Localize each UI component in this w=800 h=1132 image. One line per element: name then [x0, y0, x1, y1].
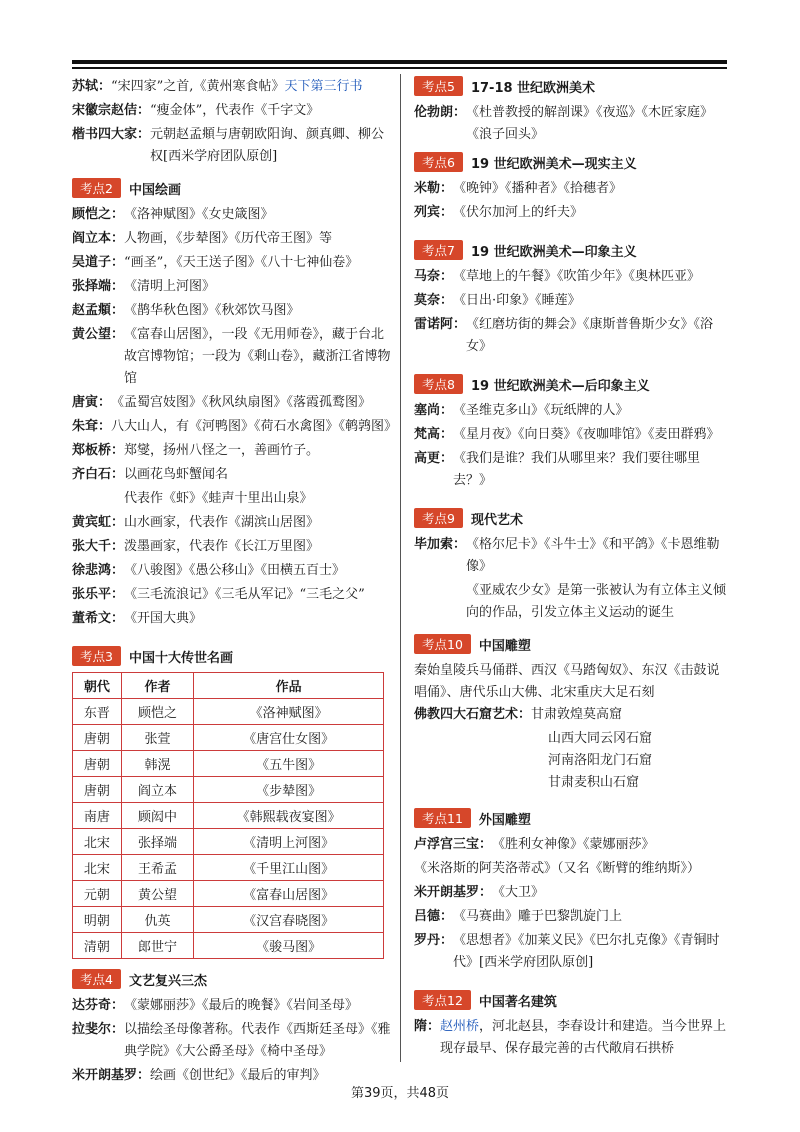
section-title: 中国绘画	[128, 182, 181, 198]
entry-term: 罗丹：	[414, 933, 454, 948]
grotto-item: 山西大同云冈石窟	[548, 731, 653, 746]
list-item	[72, 608, 394, 630]
entry-desc	[111, 76, 394, 98]
section-heading-12	[414, 990, 728, 1010]
page-footer: 第39页，共48页	[350, 1086, 450, 1101]
section-title: 19 世纪欧洲美术—印象主义	[470, 244, 637, 260]
entry-term: 雷诺阿：	[414, 317, 467, 332]
section-heading-5	[414, 76, 728, 96]
entry-term: 朱耷：	[72, 419, 112, 434]
list-item	[414, 834, 728, 856]
section-list	[414, 102, 728, 146]
section-badge: 考点12	[414, 990, 471, 1010]
highlight-text: 赵州桥	[440, 1019, 480, 1034]
list-item	[72, 300, 394, 322]
table-cell: 东晋	[73, 699, 122, 725]
entry-term: 徐悲鸿：	[72, 563, 125, 578]
entry-term: 达芬奇：	[72, 998, 125, 1013]
entry-kaishu	[72, 124, 394, 168]
entry-term: 张择端：	[72, 279, 125, 294]
section-badge: 考点4	[72, 969, 121, 989]
entry-desc: 《草地上的午餐》《吹笛少年》《奥林匹亚》	[453, 269, 701, 284]
entry-desc: 八大山人，有《河鸭图》《荷石水禽图》《鹌鹑图》	[111, 419, 398, 434]
table-row	[73, 751, 384, 777]
entry-desc: “画圣”，《天王送子图》《八十七神仙卷》	[124, 255, 359, 270]
entry-desc: 《大卫》	[492, 885, 545, 900]
list-item	[414, 178, 728, 200]
column-header: 朝代	[73, 673, 122, 699]
entry-term: 佛教四大石窟艺术：	[414, 707, 532, 722]
entry-term: 莫奈：	[414, 293, 454, 308]
entry-desc: 《富春山居图》，一段《无用师卷》，藏于台北故宫博物馆；一段为《剩山卷》，藏浙江省博物馆	[124, 327, 391, 386]
entry-desc: 《米洛斯的阿芙洛蒂忒》（又名《断臂的维纳斯》）	[414, 861, 701, 876]
entry-term: 塞尚：	[414, 403, 454, 418]
entry-term: 郑板桥：	[72, 443, 125, 458]
list-item	[414, 858, 728, 880]
table-row	[73, 881, 384, 907]
entry-term: 梵高：	[414, 427, 454, 442]
grottoes-entry	[414, 704, 728, 726]
entry-sui	[414, 1016, 728, 1060]
table-cell: 郎世宁	[121, 933, 193, 959]
entry-term: 赵孟頫：	[72, 303, 125, 318]
entry-desc: 山水画家，代表作《湖滨山居图》	[124, 515, 320, 530]
list-item	[72, 488, 394, 510]
column-header: 作品	[194, 673, 384, 699]
entry-term: 高更：	[414, 451, 454, 466]
list-item	[414, 202, 728, 224]
entry-desc: 《亚威农少女》是第一张被认为有立体主义倾向的作品，引发立体主义运动的诞生	[466, 583, 727, 620]
entry-desc: 《蒙娜丽莎》《最后的晚餐》《岩间圣母》	[124, 998, 359, 1013]
entry-term: 齐白石：	[72, 467, 125, 482]
list-item	[414, 882, 728, 904]
table-cell: 《富春山居图》	[194, 881, 384, 907]
entry-desc: 《洛神赋图》《女史箴图》	[124, 207, 274, 222]
section-list	[414, 400, 728, 492]
section-title: 17-18 世纪欧洲美术	[470, 80, 596, 96]
entry-term: 马奈：	[414, 269, 454, 284]
section-heading-2	[72, 178, 394, 198]
entry-term: 黄公望：	[72, 327, 125, 342]
table-cell: 元朝	[73, 881, 122, 907]
entry-desc: 《开国大典》	[124, 611, 203, 626]
table-row	[73, 725, 384, 751]
section-title: 19 世纪欧洲美术—现实主义	[470, 156, 637, 172]
entry-term: 阎立本：	[72, 231, 125, 246]
section-title: 中国十大传世名画	[128, 650, 233, 666]
list-item	[72, 324, 394, 390]
entry-desc: 《伏尔加河上的纤夫》	[453, 205, 584, 220]
list-item	[414, 400, 728, 422]
section-title: 19 世纪欧洲美术—后印象主义	[470, 378, 650, 394]
entry-term: 顾恺之：	[72, 207, 125, 222]
entry-desc: 《红磨坊街的舞会》《康斯普鲁斯少女》《浴女》	[466, 317, 714, 354]
table-cell: 韩滉	[121, 751, 193, 777]
list-item	[72, 252, 394, 274]
entry-desc: 绘画《创世纪》《最后的审判》	[150, 1068, 326, 1083]
section-heading-11	[414, 808, 728, 828]
entry-desc: 《孟蜀宫妓图》《秋风纨扇图》《落霞孤鹜图》	[111, 395, 372, 410]
grotto-item: 河南洛阳龙门石窟	[548, 753, 653, 768]
section-badge: 考点6	[414, 152, 463, 172]
table-cell: 明朝	[73, 907, 122, 933]
list-item	[72, 440, 394, 462]
list-item	[414, 314, 728, 358]
entry-sushi	[72, 76, 394, 98]
entry-term: 米勒：	[414, 181, 454, 196]
list-item	[414, 102, 728, 146]
table-cell: 张择端	[121, 829, 193, 855]
section-badge: 考点3	[72, 646, 121, 666]
renaissance-list	[72, 995, 394, 1087]
table-cell: 《五牛图》	[194, 751, 384, 777]
entry-desc: 《我们是谁？我们从哪里来？我们要往哪里去？》	[453, 451, 701, 488]
section-title: 文艺复兴三杰	[128, 973, 207, 989]
table-cell: 北宋	[73, 829, 122, 855]
list-item	[72, 1019, 394, 1063]
entry-desc: 《格尔尼卡》《斗牛士》《和平鸽》《卡恩维勒像》	[466, 537, 720, 574]
section-heading-8	[414, 374, 728, 394]
entry-term: 苏轼：	[72, 79, 112, 94]
entry-desc-text: “宋四家”之首,《黄州寒食帖》	[111, 79, 285, 94]
entry-desc: 以描绘圣母像著称。代表作《西斯廷圣母》《雅典学院》《大公爵圣母》《椅中圣母》	[124, 1022, 391, 1059]
table-cell: 清朝	[73, 933, 122, 959]
list-item	[72, 995, 394, 1017]
entry-desc	[440, 1016, 728, 1060]
table-header-row	[73, 673, 384, 699]
left-column	[72, 76, 398, 1089]
section-badge: 考点7	[414, 240, 463, 260]
table-row	[73, 933, 384, 959]
section-badge: 考点5	[414, 76, 463, 96]
entry-term: 董希文：	[72, 611, 125, 626]
list-item	[72, 392, 394, 414]
table-cell: 《洛神赋图》	[194, 699, 384, 725]
section-heading-4	[72, 969, 394, 989]
table-cell: 《清明上河图》	[194, 829, 384, 855]
section-title: 中国著名建筑	[478, 994, 557, 1010]
section-heading-10	[414, 634, 728, 654]
list-item	[72, 416, 398, 438]
right-column	[414, 76, 728, 1062]
table-cell: 张萱	[121, 725, 193, 751]
table-cell: 《汉宫春晓图》	[194, 907, 384, 933]
entry-desc: 《鹊华秋色图》《秋郊饮马图》	[124, 303, 300, 318]
section-title: 中国雕塑	[478, 638, 531, 654]
entry-term: 列宾：	[414, 205, 454, 220]
section-heading-7	[414, 240, 728, 260]
table-row	[73, 907, 384, 933]
table-cell: 仇英	[121, 907, 193, 933]
section-heading-6	[414, 152, 728, 172]
table-cell: 《唐宫仕女图》	[194, 725, 384, 751]
entry-desc: 泼墨画家，代表作《长江万里图》	[124, 539, 320, 554]
entry-term: 吕德：	[414, 909, 454, 924]
entry-term: 张大千：	[72, 539, 125, 554]
list-item	[414, 930, 728, 974]
entry-desc: 《思想者》《加莱义民》《巴尔扎克像》《青铜时代》[西米学府团队原创]	[453, 933, 720, 970]
table-row	[73, 855, 384, 881]
list-item	[72, 464, 394, 486]
table-row	[73, 829, 384, 855]
column-divider	[400, 74, 401, 1062]
table-cell: 《韩熙载夜宴图》	[194, 803, 384, 829]
entry-desc: 元朝赵孟頫与唐朝欧阳询、颜真卿、柳公权[西米学府团队原创]	[150, 127, 385, 164]
entry-desc: 《马赛曲》雕于巴黎凯旋门上	[453, 909, 623, 924]
entry-desc: 《八骏图》《愚公移山》《田横五百士》	[124, 563, 346, 578]
section-list	[414, 178, 728, 224]
section-badge: 考点8	[414, 374, 463, 394]
entry-term: 吴道子：	[72, 255, 125, 270]
section-badge: 考点9	[414, 508, 463, 528]
painting-list	[72, 204, 398, 630]
list-item	[414, 580, 728, 624]
entry-desc: 以画花鸟虾蟹闻名	[124, 467, 229, 482]
table-cell: 阎立本	[121, 777, 193, 803]
section-heading-9	[414, 508, 728, 528]
list-item	[72, 276, 394, 298]
entry-term: 米开朗基罗：	[72, 1068, 151, 1083]
entry-desc: “瘦金体”，代表作《千字文》	[150, 103, 320, 118]
list-item	[72, 228, 394, 250]
entry-term: 黄宾虹：	[72, 515, 125, 530]
section-heading-3	[72, 646, 394, 666]
column-header: 作者	[121, 673, 193, 699]
entry-desc: 代表作《虾》《蛙声十里出山泉》	[124, 491, 313, 506]
grotto-item: 甘肃麦积山石窟	[548, 775, 640, 790]
entry-desc-text: ，河北赵县，李春设计和建造。当今世界上现存最早、保存最完善的古代敞肩石拱桥	[440, 1019, 727, 1056]
entry-desc: 甘肃敦煌莫高窟	[531, 707, 623, 722]
entry-desc: 《清明上河图》	[124, 279, 216, 294]
list-item	[72, 512, 394, 534]
entry-desc: 《三毛流浪记》《三毛从军记》“三毛之父”	[124, 587, 365, 602]
entry-term: 卢浮宫三宝：	[414, 837, 493, 852]
list-item	[72, 560, 394, 582]
table-row	[73, 803, 384, 829]
entry-desc: 《圣维克多山》《玩纸牌的人》	[453, 403, 629, 418]
entry-desc: 《胜利女神像》《蒙娜丽莎》	[492, 837, 655, 852]
section-list	[414, 534, 728, 624]
list-item	[414, 906, 728, 928]
list-item	[414, 534, 728, 578]
entry-zhaoji	[72, 100, 394, 122]
table-cell: 唐朝	[73, 777, 122, 803]
section-title: 外国雕塑	[478, 812, 531, 828]
table-row	[73, 777, 384, 803]
table-row	[73, 699, 384, 725]
table-cell: 黄公望	[121, 881, 193, 907]
table-cell: 《步辇图》	[194, 777, 384, 803]
list-item	[72, 204, 394, 226]
section-badge: 考点10	[414, 634, 471, 654]
entry-term: 张乐平：	[72, 587, 125, 602]
list-item	[72, 584, 394, 606]
section-list	[414, 834, 728, 974]
entry-desc: 《晚钟》《播种者》《拾穗者》	[453, 181, 623, 196]
table-cell: 《骏马图》	[194, 933, 384, 959]
entry-desc: 人物画，《步辇图》《历代帝王图》等	[124, 231, 333, 246]
list-item	[414, 448, 728, 492]
top-rule-thin	[72, 67, 727, 69]
table-cell: 唐朝	[73, 725, 122, 751]
entry-term: 唐寅：	[72, 395, 112, 410]
entry-term: 楷书四大家：	[72, 127, 151, 142]
list-item	[414, 290, 728, 312]
section-badge: 考点2	[72, 178, 121, 198]
list-item	[414, 424, 728, 446]
section-badge: 考点11	[414, 808, 471, 828]
list-item	[414, 266, 728, 288]
table-cell: 北宋	[73, 855, 122, 881]
table-cell: 顾闳中	[121, 803, 193, 829]
entry-desc: 《杜普教授的解剖课》《夜巡》《木匠家庭》《浪子回头》	[466, 105, 714, 142]
masterpieces-table	[72, 672, 384, 959]
highlight-text: 天下第三行书	[284, 79, 363, 94]
entry-term: 伦勃朗：	[414, 105, 467, 120]
table-cell: 顾恺之	[121, 699, 193, 725]
entry-term: 宋徽宗赵佶：	[72, 103, 151, 118]
entry-desc: 郑燮，扬州八怪之一，善画竹子。	[124, 443, 320, 458]
entry-term: 隋：	[414, 1019, 441, 1034]
table-cell: 《千里江山图》	[194, 855, 384, 881]
list-item	[72, 536, 394, 558]
top-rule-thick	[72, 60, 727, 64]
entry-term: 拉斐尔：	[72, 1022, 125, 1037]
entry-term: 米开朗基罗：	[414, 885, 493, 900]
table-cell: 唐朝	[73, 751, 122, 777]
table-cell: 南唐	[73, 803, 122, 829]
entry-desc: 《日出·印象》《睡莲》	[453, 293, 581, 308]
table-cell: 王希孟	[121, 855, 193, 881]
entry-desc: 《星月夜》《向日葵》《夜咖啡馆》《麦田群鸦》	[453, 427, 720, 442]
entry-term: 毕加索：	[414, 537, 467, 552]
sculpture-intro: 秦始皇陵兵马俑群、西汉《马踏匈奴》、东汉《击鼓说唱俑》、唐代乐山大佛、北宋重庆大足石刻	[414, 663, 720, 700]
section-title: 现代艺术	[470, 512, 523, 528]
section-list	[414, 266, 728, 358]
